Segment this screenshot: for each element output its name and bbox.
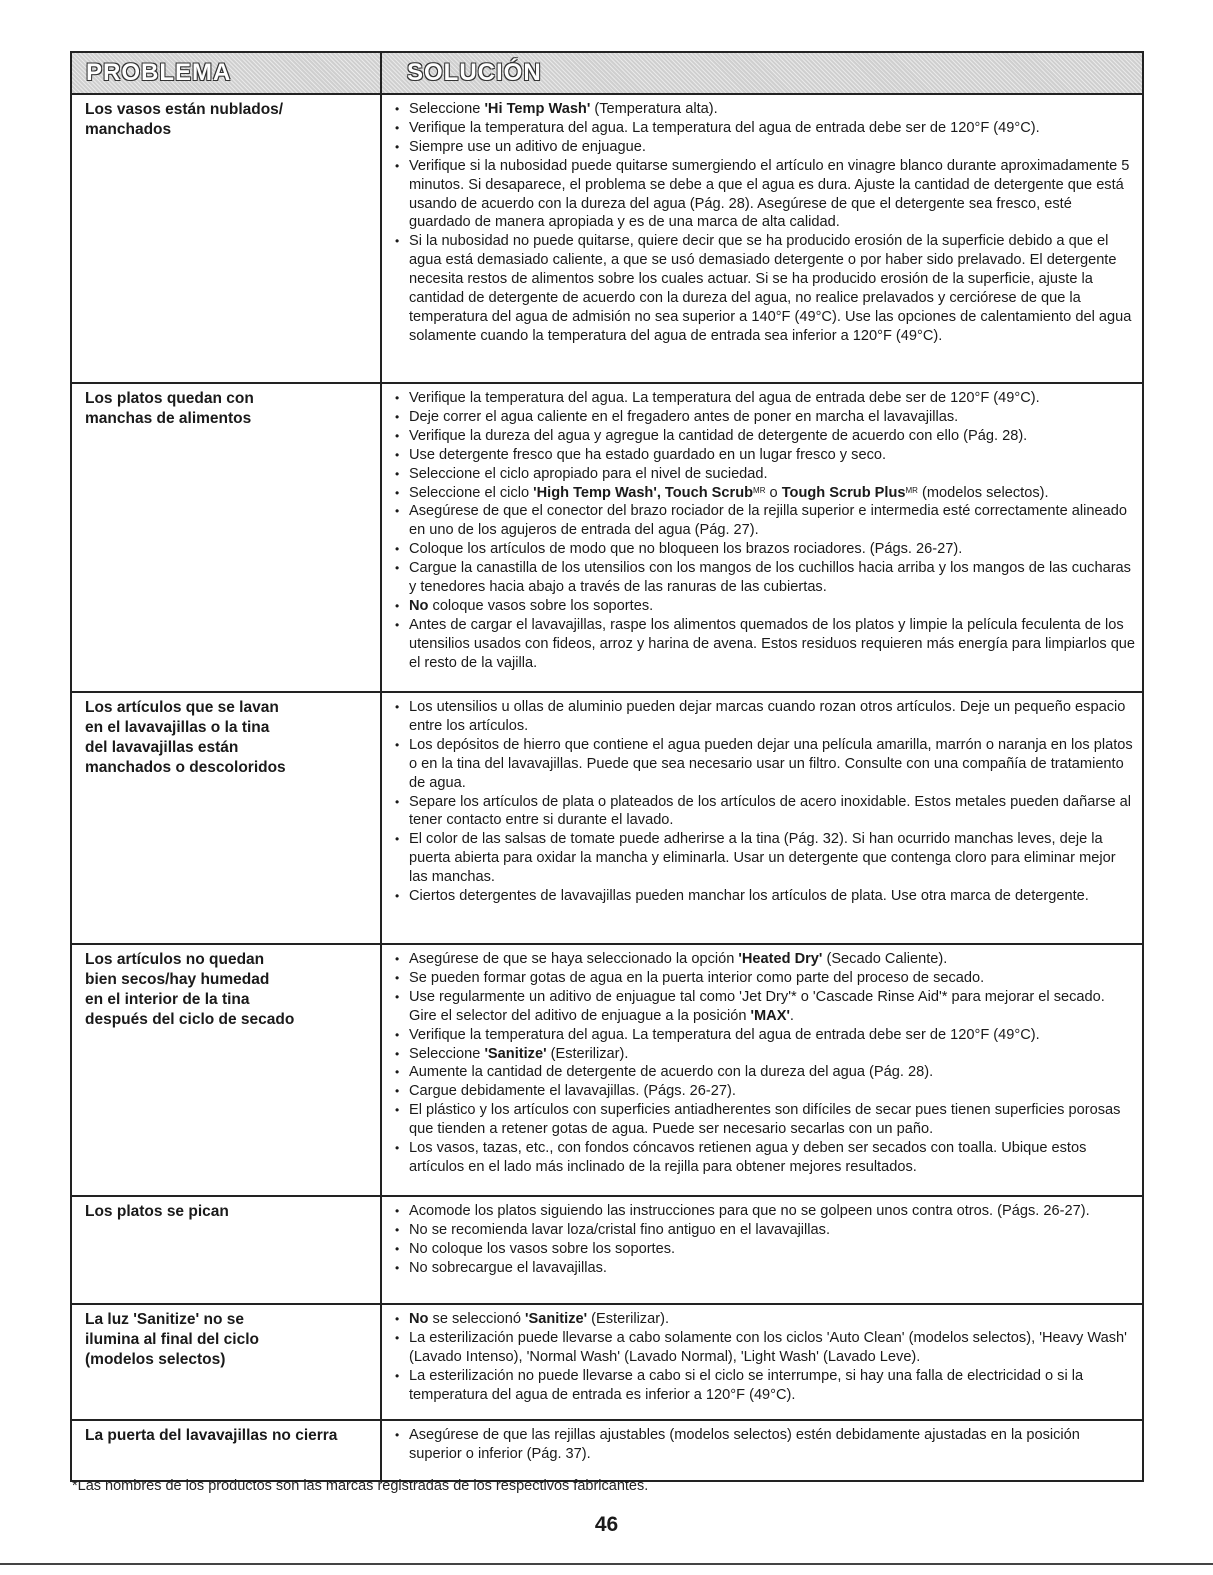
solution-list: [392, 1310, 1136, 1405]
solution-text: Asegúrese de que las rejillas ajustables (modelos selectos) estén debidamente ajustadas en la posición superior o inferior (Pág. 37).: [409, 1427, 1080, 1462]
emphasis-text: 'Sanitize': [484, 1045, 547, 1062]
solution-item: [392, 389, 1136, 408]
solution-cell: [382, 1421, 1142, 1480]
solution-text: Verifique la temperatura del agua. La temperatura del agua de entrada debe ser de 120°F (49°C).: [409, 119, 1040, 136]
problem-cell: Los vasos están nublados/ manchados: [72, 95, 382, 382]
solution-item: [392, 1310, 1136, 1329]
solution-cell: [382, 1305, 1142, 1419]
emphasis-text: 'Hi Temp Wash': [484, 101, 591, 117]
solution-item: [392, 559, 1136, 597]
solution-text: Los utensilios u ollas de aluminio pueden dejar marcas cuando rozan otros artículos. Deje un pequeño espacio entre los artículos.: [409, 699, 1126, 734]
emphasis-text: 'Heated Dry': [738, 951, 823, 967]
solution-item: [392, 1221, 1136, 1240]
solution-text: Verifique la dureza del agua y agregue la cantidad de detergente de acuerdo con ello (Pág. 28).: [409, 427, 1028, 444]
table-row: [72, 1421, 1142, 1480]
solution-cell: [382, 95, 1142, 382]
trademark-mark: MR: [753, 485, 766, 495]
solution-item: [392, 157, 1136, 233]
solution-text: El color de las salsas de tomate puede adherirse a la tina (Pág. 32). Si han ocurrido manchas leves, deje la puerta abierta para oxidar la mancha y eliminarla. Usar un detergente que contenga cloro para eliminar mejor las manchas.: [409, 831, 1116, 886]
problem-cell: Los artículos que se lavan en el lavavajillas o la tina del lavavajillas están manchados o descoloridos: [72, 693, 382, 943]
solution-item: [392, 1026, 1136, 1045]
solution-item: [392, 1063, 1136, 1082]
solution-item: [392, 1329, 1136, 1367]
solution-text: Ciertos detergentes de lavavajillas pueden manchar los artículos de plata. Use otra marca de detergente.: [409, 888, 1089, 905]
solution-text: Los vasos, tazas, etc., con fondos cóncavos retienen agua y deben ser secados con toalla. Ubique estos artículos en el lado más inclinado de la rejilla para obtener mejores resultados.: [409, 1140, 1087, 1175]
solution-item: [392, 502, 1136, 540]
solution-cell: [382, 945, 1142, 1195]
solution-item: [392, 793, 1136, 831]
solution-item: [392, 446, 1136, 465]
table-row: [72, 1305, 1142, 1421]
solution-list: [392, 1202, 1136, 1278]
solution-text: Coloque los artículos de modo que no bloqueen los brazos rociadores. (Págs. 26-27).: [409, 541, 963, 558]
table-body: [72, 95, 1142, 1480]
solution-text: No coloque los vasos sobre los soportes.: [409, 1240, 676, 1257]
emphasis-text: No: [409, 1311, 429, 1327]
solution-text: Use regularmente un aditivo de enjuague tal como 'Jet Dry'* o 'Cascade Rinse Aid'* para mejorar el secado. Gire el selector del aditivo de enjuague a la posición: [409, 988, 1105, 1024]
emphasis-text: 'Sanitize': [525, 1311, 588, 1327]
solution-text: Cargue la canastilla de los utensilios con los mangos de los cuchillos hacia arriba y los mangos de las cucharas y tenedores hacia abajo a través de las ranuras de las cubiertas.: [409, 560, 1131, 596]
solution-item: [392, 830, 1136, 887]
solution-text: Antes de cargar el lavavajillas, raspe los alimentos quemados de los platos y limpie la película feculenta de los utensilios usados con fideos, arroz y harina de avena. Estos residuos requieren más energía para limpiarlos que el resto de la vajilla.: [409, 616, 1136, 671]
solution-text: se seleccionó: [428, 1311, 526, 1327]
troubleshooting-table: [70, 51, 1144, 1482]
solution-text: (modelos selectos).: [917, 484, 1049, 501]
solution-header-label: SOLUCIÓN: [407, 59, 542, 86]
solution-text: No se recomienda lavar loza/cristal fino antiguo en el lavavajillas.: [409, 1221, 831, 1238]
solution-text: Seleccione el ciclo: [409, 484, 534, 501]
problem-cell: Los platos se pican: [72, 1197, 382, 1303]
solution-item: [392, 736, 1136, 793]
solution-item: [392, 119, 1136, 138]
solution-item: [392, 1045, 1136, 1064]
problem-cell: Los artículos no quedan bien secos/hay humedad en el interior de la tina después del ciclo de secado: [72, 945, 382, 1195]
solution-text: o: [765, 484, 782, 501]
solution-text: Deje correr el agua caliente en el fregadero antes de poner en marcha el lavavajillas.: [409, 408, 959, 425]
solution-column-header: [382, 53, 1142, 93]
solution-item: [392, 597, 1136, 616]
table-row: [72, 384, 1142, 693]
solution-text: Se pueden formar gotas de agua en la puerta interior como parte del proceso de secado.: [409, 969, 985, 986]
solution-cell: [382, 1197, 1142, 1303]
solution-list: [392, 950, 1136, 1177]
solution-item: [392, 988, 1136, 1026]
emphasis-text: 'MAX': [750, 1007, 790, 1024]
solution-item: [392, 484, 1136, 503]
bottom-divider: [0, 1563, 1213, 1565]
solution-cell: [382, 693, 1142, 943]
solution-text: Acomode los platos siguiendo las instrucciones para que no se golpeen unos contra otros. (Págs. 26-27).: [409, 1203, 1090, 1219]
problem-cell: Los platos quedan con manchas de alimentos: [72, 384, 382, 691]
solution-item: [392, 698, 1136, 736]
solution-text: Cargue debidamente el lavavajillas. (Págs. 26-27).: [409, 1083, 736, 1100]
solution-item: [392, 616, 1136, 673]
solution-list: [392, 389, 1136, 673]
trademark-mark: MR: [905, 485, 918, 495]
table-row: [72, 945, 1142, 1197]
problem-column-header: [72, 53, 382, 93]
solution-item: [392, 540, 1136, 559]
solution-text: Seleccione el ciclo apropiado para el nivel de suciedad.: [409, 465, 768, 482]
solution-text: La esterilización puede llevarse a cabo solamente con los ciclos 'Auto Clean' (modelos selectos), 'Heavy Wash' (Lavado Intenso), 'Normal Wash' (Lavado Normal), 'Light Wash' (Lavado Leve).: [409, 1329, 1127, 1365]
solution-item: [392, 1202, 1136, 1221]
solution-text: Asegúrese de que el conector del brazo rociador de la rejilla superior e intermedia esté correctamente alineado en uno de los agujeros de entrada del agua (Pág. 27).: [409, 503, 1127, 539]
solution-text: (Esterilizar).: [546, 1045, 629, 1062]
solution-text: Verifique la temperatura del agua. La temperatura del agua de entrada debe ser de 120°F (49°C).: [409, 1026, 1040, 1043]
table-row: [72, 693, 1142, 945]
solution-text: Verifique si la nubosidad puede quitarse sumergiendo el artículo en vinagre blanco durante aproximadamente 5 minutos. Si desaparece, el problema se debe a que el agua es dura. Ajuste la cantidad de detergente que está usando de acuerdo con la dureza del agua (Pág. 28). Asegúrese de que el detergente sea fresco, esté guardado de manera apropiada y es de una marca de alta calidad.: [409, 157, 1130, 231]
solution-text: Verifique la temperatura del agua. La temperatura del agua de entrada debe ser de 120°F (49°C).: [409, 390, 1040, 406]
solution-text: La esterilización no puede llevarse a cabo si el ciclo se interrumpe, si hay una falla de electricidad o si la temperatura del agua de entrada es inferior a 120°F (49°C).: [409, 1367, 1084, 1403]
solution-item: [392, 138, 1136, 157]
solution-text: El plástico y los artículos con superficies antiadherentes son difíciles de secar pues tienen superficies porosas que tienden a retener gotas de agua. Puede ser necesario secarlas con un paño.: [409, 1102, 1121, 1138]
footnote: *Las nombres de los productos son las marcas registradas de los respectivos fabricantes.: [72, 1478, 649, 1494]
emphasis-text: No: [409, 597, 429, 614]
solution-text: Si la nubosidad no puede quitarse, quiere decir que se ha producido erosión de la superficie debido a que el agua está demasiado caliente, a que se usó demasiado detergente o por haber sido prelavado. El detergente necesita restos de alimentos sobre los cuales actuar. Si se ha producido erosión de la superficie, ajuste la cantidad de detergente de acuerdo con la dureza del agua, no realice prelavados y cerciórese de que la temperatura del agua de admisión no sea superior a 140°F (49°C). Use las opciones de calentamiento del agua solamente cuando la temperatura del agua de entrada sea inferior a 120°F (49°C).: [409, 233, 1132, 344]
solution-text: Use detergente fresco que ha estado guardado en un lugar fresco y seco.: [409, 446, 887, 463]
solution-item: [392, 887, 1136, 906]
solution-item: [392, 1367, 1136, 1405]
solution-text: Seleccione: [409, 1045, 485, 1062]
solution-item: [392, 1240, 1136, 1259]
solution-list: [392, 100, 1136, 346]
problem-cell: La luz 'Sanitize' no se ilumina al final del ciclo (modelos selectos): [72, 1305, 382, 1419]
page-number: 46: [594, 1513, 619, 1536]
solution-item: [392, 1101, 1136, 1139]
solution-item: [392, 1426, 1136, 1464]
problem-cell: La puerta del lavavajillas no cierra: [72, 1421, 382, 1480]
solution-cell: [382, 384, 1142, 691]
table-row: [72, 95, 1142, 384]
emphasis-text: Tough Scrub Plus: [781, 484, 906, 501]
solution-item: [392, 232, 1136, 345]
solution-text: No sobrecargue el lavavajillas.: [409, 1259, 607, 1276]
solution-item: [392, 1259, 1136, 1278]
solution-text: Aumente la cantidad de detergente de acuerdo con la dureza del agua (Pág. 28).: [409, 1064, 934, 1081]
solution-text: Separe los artículos de plata o plateados de los artículos de acero inoxidable. Estos metales pueden dañarse al tener contacto entre si durante el lavado.: [409, 793, 1132, 829]
solution-item: [392, 427, 1136, 446]
solution-item: [392, 950, 1136, 969]
problem-header-label: PROBLEMA: [86, 59, 232, 86]
solution-text: Asegúrese de que se haya seleccionado la opción: [409, 951, 739, 967]
solution-text: (Secado Caliente).: [822, 951, 948, 967]
solution-item: [392, 100, 1136, 119]
solution-list: [392, 1426, 1136, 1464]
solution-item: [392, 1139, 1136, 1177]
emphasis-text: 'High Temp Wash', Touch Scrub: [533, 484, 754, 501]
solution-text: coloque vasos sobre los soportes.: [428, 597, 654, 614]
solution-text: .: [789, 1007, 794, 1024]
table-header: [72, 53, 1142, 95]
solution-item: [392, 465, 1136, 484]
table-row: [72, 1197, 1142, 1305]
solution-text: (Esterilizar).: [587, 1311, 669, 1327]
solution-text: Los depósitos de hierro que contiene el agua pueden dejar una película amarilla, marrón o naranja en los platos o en la tina del lavavajillas. Puede que sea necesario usar un filtro. Consulte con una compañía de tratamiento de agua.: [409, 736, 1133, 791]
solution-item: [392, 1082, 1136, 1101]
solution-text: (Temperatura alta).: [590, 101, 718, 117]
solution-item: [392, 969, 1136, 988]
solution-text: Seleccione: [409, 101, 485, 117]
solution-list: [392, 698, 1136, 906]
solution-item: [392, 408, 1136, 427]
solution-text: Siempre use un aditivo de enjuague.: [409, 138, 646, 155]
